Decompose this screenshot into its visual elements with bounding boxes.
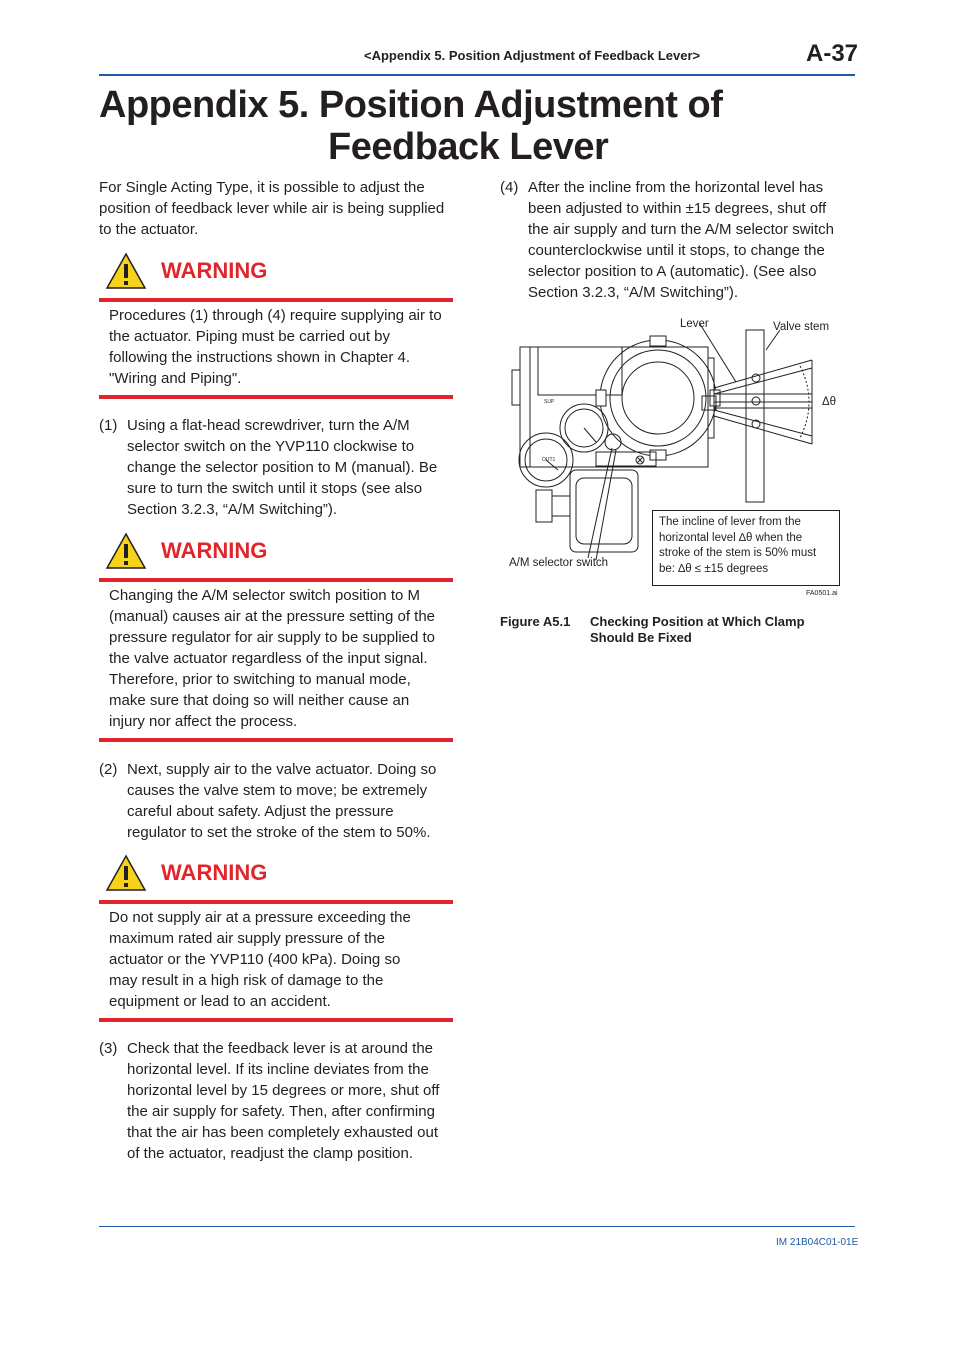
document-id: IM 21B04C01-01E (776, 1237, 859, 1248)
warning-top-bar (99, 578, 453, 582)
out1-label: OUT1 (542, 457, 556, 463)
warning-box-3 (99, 854, 453, 1022)
delta-theta-label: Δθ (822, 396, 837, 408)
running-header: <Appendix 5. Position Adjustment of Feedback Lever> (364, 48, 701, 63)
step-4 (500, 177, 845, 303)
am-selector-switch (605, 434, 621, 450)
step-text: Check that the feedback lever is at around the horizontal level. If its incline deviates from the horizontal level by 15 degrees or more, shut off the air supply for safety. Then, after confirming that the air has been completely exhausted out of the actuator, readjust the clamp position. (127, 1040, 440, 1162)
air-connection (536, 490, 552, 522)
warning-triangle-icon (105, 252, 147, 290)
terminal-cover (600, 340, 716, 456)
pilot-relay-body (570, 470, 638, 552)
warning-triangle-icon (105, 532, 147, 570)
warning-box-2 (99, 532, 453, 742)
valve-stem-leader (766, 330, 780, 350)
feedback-lever-upper (714, 368, 812, 394)
step-number: (2) (99, 761, 118, 778)
warning-text: Do not supply air at a pressure exceeding the maximum rated air supply pressure of the actuator or the YVP110 (400 kPa). Doing so may result in a high risk of damage to the equipment or lead to an accident. (109, 909, 411, 1010)
terminal-cover-window (622, 362, 694, 434)
feedback-lever-lower (714, 410, 812, 436)
warning-top-bar (99, 900, 453, 904)
step-3 (99, 1038, 453, 1164)
lever-leader (700, 324, 736, 382)
figure-caption-number: Figure A5.1 (500, 614, 571, 629)
am-switch-leader (588, 448, 612, 558)
sup-label: SUP (544, 399, 555, 405)
lever-label: Lever (680, 318, 709, 330)
page-title-line1: Appendix 5. Position Adjustment of (99, 84, 723, 126)
page-title-line2: Feedback Lever (328, 126, 609, 168)
incline-note-box: The incline of lever from the horizontal level ∆θ when the stroke of the stem is 50% must be: ∆θ ≤ ±15 degrees (652, 510, 840, 586)
terminal-cover-inner (610, 350, 706, 446)
step-number: (1) (99, 417, 118, 434)
warning-top-bar (99, 298, 453, 302)
housing-top-plate (538, 347, 622, 395)
valve-stem-label: Valve stem (773, 321, 830, 333)
positioner-housing (530, 347, 708, 467)
step-number: (3) (99, 1040, 118, 1057)
step-number: (4) (500, 179, 519, 196)
warning-text: Procedures (1) through (4) require supplying air to the actuator. Piping must be carried out by following the instructions shown in Chapter 4. "Wiring and Piping". (109, 307, 442, 387)
warning-label: WARNING (161, 860, 268, 885)
valve-stem (746, 330, 764, 502)
warning-text: Changing the A/M selector switch position to M (manual) causes air at the pressure setting of the pressure regulator for air supply to be supplied to the valve actuator regardless of the input signal. Therefore, prior to switching to manual mode, make sure that doing so will neither cause an injury nor affect the process. (109, 587, 436, 730)
header-rule (99, 74, 855, 76)
warning-triangle-icon (105, 854, 147, 892)
page-number: A-37 (806, 40, 859, 67)
warning-label: WARNING (161, 258, 268, 283)
warning-box-1 (99, 252, 453, 399)
am-switch-label: A/M selector switch (509, 557, 609, 569)
step-text: Next, supply air to the valve actuator. Doing so causes the valve stem to move; be extremely careful about safety. Adjust the pressure regulator to set the stroke of the stem to 50%. (127, 761, 437, 841)
step-2 (99, 759, 453, 843)
figure-file-code: FA0501.ai (806, 590, 838, 597)
housing-side-plate (512, 370, 520, 405)
intro-paragraph: For Single Acting Type, it is possible to adjust the position of feedback lever while air is being supplied to the actuator. (99, 179, 445, 238)
step-1 (99, 415, 453, 520)
figure-caption-text: Checking Position at Which Clamp Should Be Fixed (590, 614, 805, 645)
warning-bottom-bar (99, 738, 453, 742)
warning-bottom-bar (99, 395, 453, 399)
warning-bottom-bar (99, 1018, 453, 1022)
footer-rule (99, 1226, 855, 1227)
step-text: After the incline from the horizontal level has been adjusted to within ±15 degrees, shut off the air supply and turn the A/M selector switch counterclockwise until it stops, to change the selector position to A (automatic). (See also Section 3.2.3, “A/M Switching”). (528, 179, 834, 301)
step-text: Using a flat-head screwdriver, turn the A/M selector switch on the YVP110 clockwise to change the selector position to M (manual). Be sure to turn the switch until it stops (see also Section 3.2.3, “A/M Switching”). (127, 417, 438, 518)
warning-label: WARNING (161, 538, 268, 563)
